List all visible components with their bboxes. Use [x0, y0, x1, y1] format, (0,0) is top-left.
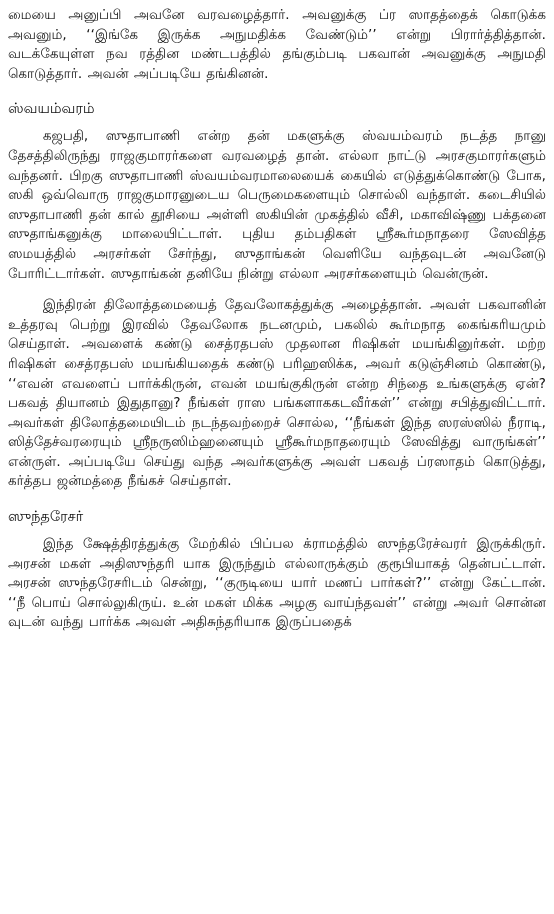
- spacer: [8, 119, 546, 127]
- spacer: [8, 84, 546, 99]
- section-heading-swayamvaram: ஸ்வயம்வரம்: [8, 101, 95, 118]
- section-heading-sundaresar: ஸுந்தரேசர்: [8, 509, 84, 526]
- spacer: [8, 284, 546, 296]
- paragraph-sundaresar: இந்த க்ஷேத்திரத்துக்கு மேற்கில் பிப்பல க்ராமத்தில் ஸுந்தரேச்வரர் இருக்கிருர். அரசன் மகள் அதிஸுந்தரி யாக இருந்தும் எல்லாருக்கும் குரூபியாகத் தென்பட்டாள். அரசன் ஸுந்தரேசரிடம் சென்று, ‘‘குருடியை யார் மணப் பார்கள்?’’ என்று கேட்டான். ‘‘நீ பொய் சொல்லுகிருய். உன் மகள் மிக்க அழகு வாய்ந்தவள்’’ என்று அவர் சொன்ன வுடன் வந்து பார்க்க அவள் அதிசுந்தரியாக இருப்பதைக்: [8, 537, 546, 631]
- paragraph-continuation: மையை அனுப்பி அவனே வரவழைத்தார். அவனுக்கு ப்ர ஸாதத்தைக் கொடுக்க அவனும், ‘‘இங்கே இருக்க அநுமதிக்க வேண்டும்’’ என்று பிரார்த்தித்தான். வடக்கேயுள்ள நவ ரத்தின மண்டபத்தில் தங்கும்படி பகவான் அவனுக்கு அநுமதி கொடுத்தார். அவன் அப்படியே தங்கினன்.: [8, 8, 546, 82]
- paragraph-swayamvaram: கஜபதி, ஸுதாபாணி என்ற தன் மகளுக்கு ஸ்வயம்வரம் நடத்த நானு தேசத்திலிருந்து ராஜகுமாரர்களை வரவழைத் தான். எல்லா நாட்டு அரசகுமாரர்களும் வந்தனர். பிறகு ஸுதாபாணி ஸ்வயம்வரமாலையைக் கையில் எடுத்துக்கொண்டு போக, ஸகி ஒவ்வொரு ராஜகுமாரனுடைய பெருமைகளையும் சொல்லி வந்தாள். கடைசியில் ஸுதாபாணி தன் கால் தூசியை அள்ளி ஸகியின் முகத்தில் வீசி, மகாவிஷ்ணு பக்தனை ஸுதாங்கனுக்கு மாலையிட்டாள். புதிய தம்பதிகள் ஸ்ரீகூர்மநாதரை ஸேவித்த ஸமயத்தில் அரசர்கள் சேர்ந்து, ஸுதாங்கன் வெளியே வந்தவுடன் அவனேடு போரிட்டார்கள். ஸுதாங்கன் தனியே நின்று எல்லா அரசர்களையும் வென்ருன்.: [8, 129, 546, 282]
- paragraph-tilottama: இந்திரன் திலோத்தமையைத் தேவலோகத்துக்கு அழைத்தான். அவள் பகவானின் உத்தரவு பெற்று இரவில் தேவலோக நடனமும், பகலில் கூர்மநாத கைங்கரியமும் செய்தாள். அவளைக் கண்டு சைத்ரதபஸ் முதலான ரிஷிகள் மயங்கினுர்கள். மற்ற ரிஷிகள் சைத்ரதபஸ் மயங்கியதைக் கண்டு பரிஹஸிக்க, அவர் கடுஞ்சினம் கொண்டு, ‘‘எவன் எவளைப் பார்க்கிருன், எவன் மயங்குகிருன் என்ற சிந்தை உங்களுக்கு ஏன்? பகவத் தியானம் இதுதானு? நீங்கள் ராஸ பங்களாககடவீர்கள்’’ என்று சபித்துவிட்டார். அவர்கள் திலோத்தமையிடம் நடந்தவற்றைச் சொல்ல, ‘‘நீங்கள் இந்த ஸரஸ்ஸில் நீராடி, ஸித்தேச்வரரையும் ஸ்ரீநருஸிம்ஹனையும் ஸ்ரீகூர்மநாதரையும் ஸேவித்து வாருங்கள்’’ என்ருள். அப்படியே செய்து வந்த அவர்களுக்கு அவள் பகவத் ப்ரஸாதம் கொடுத்து, கர்த்தப ஜன்மத்தை நீங்கச் செய்தாள்.: [8, 298, 546, 490]
- spacer: [8, 527, 546, 535]
- spacer: [8, 492, 546, 507]
